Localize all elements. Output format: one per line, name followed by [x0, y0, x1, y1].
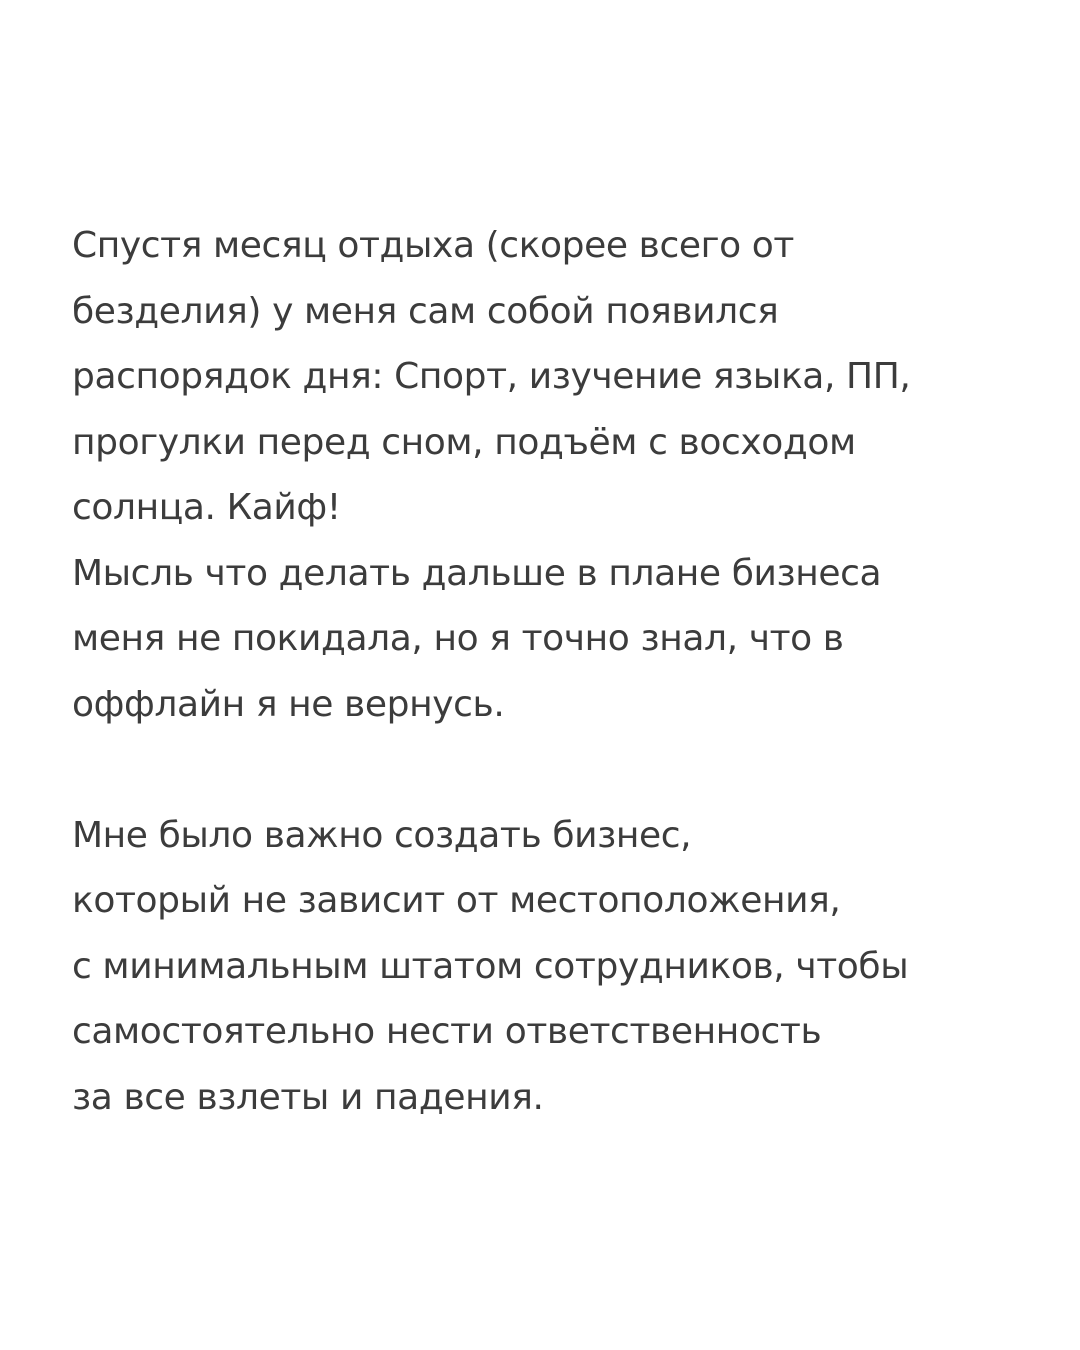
- text-line: с минимальным штатом сотрудников, чтобы: [72, 945, 909, 987]
- text-line: прогулки перед сном, подъём с восходом: [72, 421, 856, 463]
- text-line: безделия) у меня сам собой появился: [72, 290, 779, 332]
- text-line: солнца. Кайф!: [72, 487, 341, 528]
- text-line: самостоятельно нести ответственность: [72, 1011, 822, 1052]
- text-line: за все взлеты и падения.: [72, 1076, 544, 1118]
- text-line: Мне было важно создать бизнес,: [72, 814, 692, 856]
- paragraph-spacer: [72, 737, 1032, 803]
- text-line: меня не покидала, но я точно знал, что в: [72, 618, 844, 659]
- text-line: оффлайн я не вернусь.: [72, 683, 505, 725]
- post-text: [72, 213, 1032, 1130]
- text-line: который не зависит от местоположения,: [72, 880, 841, 921]
- text-line: Спустя месяц отдыха (скорее всего от: [72, 225, 795, 266]
- paragraph-2: [72, 803, 1032, 1131]
- paragraph-1: [72, 213, 1032, 737]
- text-line: распорядок дня: Спорт, изучение языка, ПП,: [72, 356, 911, 397]
- text-line: Мысль что делать дальше в плане бизнеса: [72, 552, 882, 594]
